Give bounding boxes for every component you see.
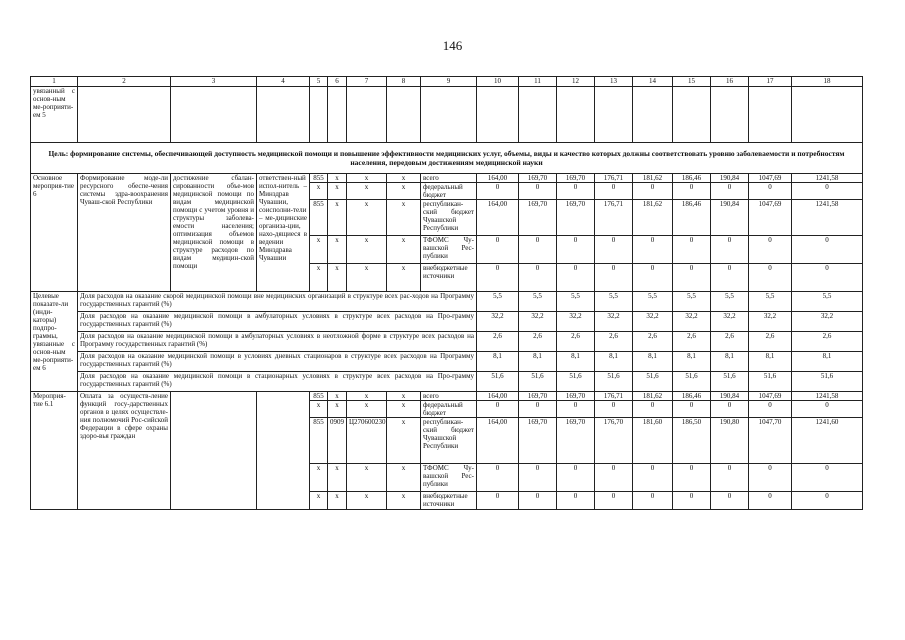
table-cell: 12: [557, 77, 595, 87]
table-cell: [257, 87, 310, 143]
table-cell: республикан-ский бюджет Чувашской Республики: [421, 200, 477, 236]
table-cell: 8,1: [557, 352, 595, 372]
table-cell: x: [347, 264, 387, 292]
table-cell: 2: [78, 77, 171, 87]
table-cell: 8,1: [792, 352, 863, 372]
table-cell: 51,6: [673, 372, 711, 392]
table-cell: 8,1: [749, 352, 792, 372]
table-cell: 2,6: [673, 332, 711, 352]
table-cell: x: [387, 200, 421, 236]
table-cell: [310, 87, 328, 143]
table-cell: федеральный бюджет: [421, 183, 477, 200]
table-cell: Основное мероприя-тие 6: [31, 174, 78, 292]
table-cell: 0: [633, 464, 673, 492]
table-cell: 32,2: [673, 312, 711, 332]
table-cell: 190,84: [711, 392, 749, 401]
table-cell: всего: [421, 392, 477, 401]
table-cell: [387, 87, 421, 143]
table-cell: 5,5: [595, 292, 633, 312]
table-cell: x: [328, 264, 347, 292]
table-cell: 5,5: [711, 292, 749, 312]
table-cell: 169,70: [557, 174, 595, 183]
program-table: [30, 76, 863, 510]
table-cell: 855: [310, 200, 328, 236]
table-cell: x: [347, 464, 387, 492]
table-cell: Доля расходов на оказание медицинской помощи в амбулаторных условиях в неотложной форме в структуре всех расходов на Программу государственных гарантий (%): [78, 332, 477, 352]
table-cell: 1241,58: [792, 200, 863, 236]
header-row: [31, 77, 863, 87]
table-cell: 1: [31, 77, 78, 87]
table-cell: 0: [633, 264, 673, 292]
table-cell: 169,70: [557, 418, 595, 464]
table-cell: 13: [595, 77, 633, 87]
table-cell: x: [387, 392, 421, 401]
table-cell: 855: [310, 392, 328, 401]
table-cell: 176,71: [595, 200, 633, 236]
table-cell: увязанный с основ-ным ме-роприяти-ем 5: [31, 87, 78, 143]
table-cell: 190,80: [711, 418, 749, 464]
table-cell: 164,00: [477, 418, 519, 464]
table-cell: Доля расходов на оказание скорой медицинской помощи вне медицинских организаций в структуре всех рас-ходов на Программу государственных гарантий (%): [78, 292, 477, 312]
table-cell: 0: [595, 401, 633, 418]
table-cell: x: [347, 236, 387, 264]
table-cell: 186,46: [673, 174, 711, 183]
table-cell: 8,1: [711, 352, 749, 372]
table-cell: x: [347, 392, 387, 401]
page-number: 146: [442, 38, 463, 53]
table-cell: x: [347, 401, 387, 418]
table-cell: республикан-ский бюджет Чувашской Республики: [421, 418, 477, 464]
table-cell: 1241,58: [792, 392, 863, 401]
table-cell: x: [328, 392, 347, 401]
target-row: [31, 372, 863, 392]
table-cell: 0: [633, 236, 673, 264]
table-cell: x: [310, 464, 328, 492]
table-cell: 2,6: [595, 332, 633, 352]
table-cell: 855: [310, 418, 328, 464]
table-cell: x: [387, 418, 421, 464]
table-cell: 0: [792, 401, 863, 418]
table-cell: 0: [477, 492, 519, 510]
table-cell: 2,6: [792, 332, 863, 352]
table-cell: 0: [749, 183, 792, 200]
table-cell: 0: [711, 492, 749, 510]
table-cell: [792, 87, 863, 143]
table-cell: 0: [673, 264, 711, 292]
table-cell: 0: [711, 464, 749, 492]
table-cell: 16: [711, 77, 749, 87]
table-cell: внебюджетные источники: [421, 264, 477, 292]
table-cell: 0: [673, 401, 711, 418]
target-row: [31, 292, 863, 312]
table-cell: 4: [257, 77, 310, 87]
table-cell: 0: [595, 492, 633, 510]
table-cell: 32,2: [711, 312, 749, 332]
table-cell: 11: [519, 77, 557, 87]
table-cell: 0: [792, 236, 863, 264]
table-cell: 0909: [328, 418, 347, 464]
table-cell: x: [328, 236, 347, 264]
table-cell: x: [387, 183, 421, 200]
table-cell: [347, 87, 387, 143]
table-cell: 0: [673, 492, 711, 510]
table-cell: 0: [633, 183, 673, 200]
table-cell: 7: [347, 77, 387, 87]
table-cell: 1047,69: [749, 174, 792, 183]
table-cell: 0: [749, 236, 792, 264]
table-cell: [673, 87, 711, 143]
continuation-row: [31, 87, 863, 143]
table-cell: [78, 87, 171, 143]
table-cell: 0: [711, 401, 749, 418]
table-cell: 169,70: [519, 392, 557, 401]
table-cell: 51,6: [557, 372, 595, 392]
table-cell: x: [310, 401, 328, 418]
table-cell: Целевые показате-ли (инди-каторы) подпро-граммы, увязанные с основ-ным ме-роприяти-ем 6: [31, 292, 78, 392]
table-cell: [257, 392, 310, 510]
table-cell: 0: [557, 183, 595, 200]
table-cell: 10: [477, 77, 519, 87]
table-cell: [171, 392, 257, 510]
table-cell: 1241,58: [792, 174, 863, 183]
target-row: [31, 312, 863, 332]
table-cell: 5,5: [557, 292, 595, 312]
table-cell: 32,2: [792, 312, 863, 332]
table-cell: 1047,69: [749, 200, 792, 236]
table-cell: 0: [477, 264, 519, 292]
table-cell: 181,62: [633, 174, 673, 183]
table-cell: 0: [633, 492, 673, 510]
table-cell: Мероприя-тие 6.1: [31, 392, 78, 510]
table-cell: 32,2: [557, 312, 595, 332]
table-cell: 0: [711, 183, 749, 200]
table-cell: 0: [711, 264, 749, 292]
table-cell: 8,1: [673, 352, 711, 372]
table-cell: 169,70: [519, 418, 557, 464]
table-cell: 51,6: [792, 372, 863, 392]
table-cell: Формирование моде-ли ресурсного обеспе-чения системы здра-воохранения Чуваш-ской Республики: [78, 174, 171, 292]
table-cell: 176,71: [595, 174, 633, 183]
table-cell: 181,62: [633, 200, 673, 236]
table-cell: 5,5: [519, 292, 557, 312]
table-cell: 0: [595, 183, 633, 200]
table-cell: 51,6: [477, 372, 519, 392]
table-cell: 855: [310, 174, 328, 183]
table-cell: 0: [792, 464, 863, 492]
table-cell: 32,2: [633, 312, 673, 332]
table-cell: x: [310, 236, 328, 264]
table-cell: x: [328, 200, 347, 236]
table-cell: 2,6: [519, 332, 557, 352]
table-cell: 0: [792, 183, 863, 200]
table-cell: 0: [673, 183, 711, 200]
table-cell: x: [310, 264, 328, 292]
table-cell: x: [328, 183, 347, 200]
table-cell: 32,2: [477, 312, 519, 332]
table-cell: x: [347, 492, 387, 510]
table-cell: 5,5: [673, 292, 711, 312]
table-cell: 0: [557, 464, 595, 492]
table-cell: Доля расходов на оказание медицинской помощи в стационарных условиях в структуре всех расходов на Про-грамму государственных гарантий (%): [78, 372, 477, 392]
table-cell: 0: [519, 492, 557, 510]
table-cell: [328, 87, 347, 143]
table-cell: [477, 87, 519, 143]
table-cell: 32,2: [519, 312, 557, 332]
table-cell: 186,50: [673, 418, 711, 464]
table-cell: 0: [557, 492, 595, 510]
funding-row: [31, 174, 863, 183]
table-cell: 6: [328, 77, 347, 87]
table-cell: 9: [421, 77, 477, 87]
table-cell: x: [310, 492, 328, 510]
table-cell: x: [347, 174, 387, 183]
table-cell: 8,1: [595, 352, 633, 372]
table-cell: [519, 87, 557, 143]
table-cell: x: [347, 200, 387, 236]
table-cell: 32,2: [595, 312, 633, 332]
table-cell: 181,60: [633, 418, 673, 464]
table-cell: [557, 87, 595, 143]
table-cell: 169,70: [519, 174, 557, 183]
table-cell: ответствен-ный испол-нитель – Минздрав Чувашии, соисполни-тели – ме-дицинские организа-ции, нахо-дящиеся в ведении Минздрава Чувашии: [257, 174, 310, 292]
table-cell: 51,6: [595, 372, 633, 392]
table-cell: 18: [792, 77, 863, 87]
table-cell: 0: [749, 264, 792, 292]
table-cell: 0: [519, 236, 557, 264]
table-cell: [749, 87, 792, 143]
table-cell: 0: [595, 236, 633, 264]
table-cell: 5,5: [633, 292, 673, 312]
target-row: [31, 352, 863, 372]
table-cell: 0: [477, 183, 519, 200]
table-cell: x: [387, 264, 421, 292]
table-cell: x: [387, 464, 421, 492]
table-cell: x: [310, 183, 328, 200]
table-cell: x: [387, 174, 421, 183]
table-cell: Ц270600230: [347, 418, 387, 464]
table-cell: x: [328, 401, 347, 418]
table-cell: 2,6: [711, 332, 749, 352]
table-cell: 169,70: [557, 392, 595, 401]
table-cell: 5,5: [477, 292, 519, 312]
table-cell: 8: [387, 77, 421, 87]
table-cell: 15: [673, 77, 711, 87]
table-cell: 2,6: [633, 332, 673, 352]
table-cell: x: [347, 183, 387, 200]
table-cell: 0: [749, 401, 792, 418]
table-cell: 2,6: [557, 332, 595, 352]
table-cell: 1241,60: [792, 418, 863, 464]
table-cell: 0: [673, 236, 711, 264]
table-cell: 0: [477, 464, 519, 492]
table-cell: 0: [477, 236, 519, 264]
table-cell: 169,70: [557, 200, 595, 236]
table-cell: 190,84: [711, 200, 749, 236]
table-cell: 0: [519, 401, 557, 418]
goal-row: [31, 143, 863, 174]
table-cell: x: [387, 492, 421, 510]
table-cell: [711, 87, 749, 143]
goal-text: Цель: формирование системы, обеспечивающей доступность медицинской помощи и повышение эффективности медицинских услуг, объемы, виды и качество которых должны соответствовать уровню заболеваемости и потребностям населения, передовым достижениям медицинской науки: [31, 143, 863, 174]
table-cell: x: [328, 492, 347, 510]
table-cell: 181,62: [633, 392, 673, 401]
table-cell: 164,00: [477, 200, 519, 236]
table-cell: [595, 87, 633, 143]
table-cell: 1047,70: [749, 418, 792, 464]
table-cell: 14: [633, 77, 673, 87]
table-cell: всего: [421, 174, 477, 183]
table-cell: 3: [171, 77, 257, 87]
table-cell: внебюджетные источники: [421, 492, 477, 510]
table-cell: 0: [673, 464, 711, 492]
table-cell: 0: [519, 183, 557, 200]
table-cell: x: [328, 174, 347, 183]
table-cell: [421, 87, 477, 143]
table-cell: 176,71: [595, 392, 633, 401]
table-cell: [633, 87, 673, 143]
table-cell: Доля расходов на оказание медицинской помощи в амбулаторных условиях в структуре всех расходов на Про-грамму государственных гарантий (%): [78, 312, 477, 332]
table-cell: 51,6: [633, 372, 673, 392]
funding-row: [31, 392, 863, 401]
table-cell: Доля расходов на оказание медицинской помощи в условиях дневных стационаров в структуре всех расходов на Программу государственных гарантий (%): [78, 352, 477, 372]
table-cell: 0: [749, 464, 792, 492]
table-cell: 0: [595, 464, 633, 492]
table-cell: 32,2: [749, 312, 792, 332]
table-cell: x: [387, 401, 421, 418]
table-cell: 5: [310, 77, 328, 87]
table-cell: 0: [519, 264, 557, 292]
table-cell: 17: [749, 77, 792, 87]
table-cell: 190,84: [711, 174, 749, 183]
target-row: [31, 332, 863, 352]
table-cell: 0: [711, 236, 749, 264]
table-cell: 8,1: [477, 352, 519, 372]
table-cell: 8,1: [633, 352, 673, 372]
table-cell: x: [387, 236, 421, 264]
table-cell: ТФОМС Чу-вашской Рес-публики: [421, 236, 477, 264]
table-cell: 186,46: [673, 200, 711, 236]
table-cell: 169,70: [519, 200, 557, 236]
table-cell: 2,6: [749, 332, 792, 352]
table-cell: 1047,69: [749, 392, 792, 401]
table-cell: Оплата за осуществ-ление функций госу-дарственных органов в целях осуществле-ния полномочий Рос-сийской Федерации в сфере охраны здоро-вья граждан: [78, 392, 171, 510]
table-cell: 0: [477, 401, 519, 418]
table-cell: 164,00: [477, 392, 519, 401]
table-cell: 51,6: [749, 372, 792, 392]
table-cell: 51,6: [519, 372, 557, 392]
table-cell: 0: [519, 464, 557, 492]
table-cell: 176,70: [595, 418, 633, 464]
table-cell: 0: [557, 264, 595, 292]
table-cell: 0: [792, 492, 863, 510]
table-cell: 0: [595, 264, 633, 292]
table-cell: достижение сбалан-сированности объе-мов медицинской помощи по видам медицинской помощи с учетом уровня и структуры заболева-емости населения; оптимизация объемов медицинской помощи в структуре расходов по видам медицин-ской помощи: [171, 174, 257, 292]
table-cell: 0: [557, 401, 595, 418]
table-cell: [171, 87, 257, 143]
table-cell: ТФОМС Чу-вашской Рес-публики: [421, 464, 477, 492]
table-cell: 186,46: [673, 392, 711, 401]
table-cell: 2,6: [477, 332, 519, 352]
table-cell: 5,5: [749, 292, 792, 312]
table-cell: 5,5: [792, 292, 863, 312]
table-cell: федеральный бюджет: [421, 401, 477, 418]
table-cell: 0: [792, 264, 863, 292]
table-cell: 0: [557, 236, 595, 264]
table-cell: 164,00: [477, 174, 519, 183]
table-cell: 8,1: [519, 352, 557, 372]
table-cell: 51,6: [711, 372, 749, 392]
table-cell: 0: [749, 492, 792, 510]
table-cell: 0: [633, 401, 673, 418]
table-cell: x: [328, 464, 347, 492]
